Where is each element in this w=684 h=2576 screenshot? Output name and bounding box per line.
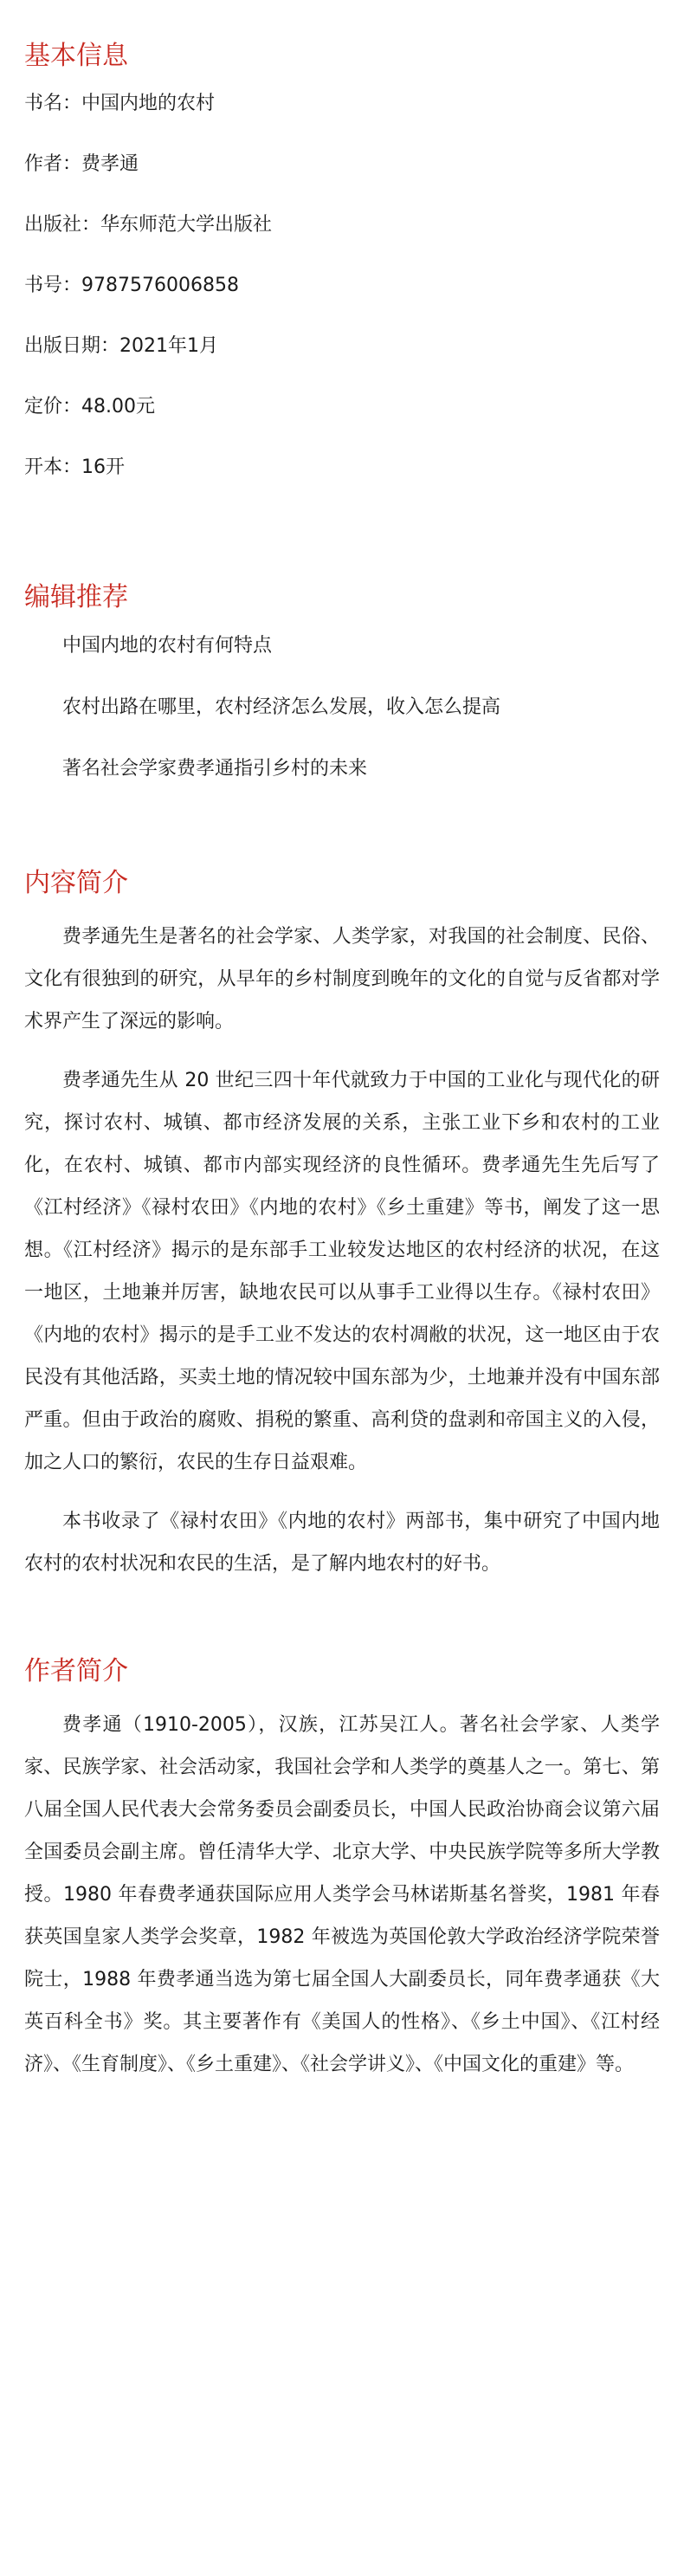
summary-paragraph: 费孝通先生是著名的社会学家、人类学家，对我国的社会制度、民俗、文化有很独到的研究，从早年的乡村制度到晚年的文化的自觉与反省都对学术界产生了深远的影响。 xyxy=(24,926,660,1032)
recommendation-item: 著名社会学家费孝通指引乡村的未来 xyxy=(62,758,368,780)
editor-recommendation-heading: 编辑推荐 xyxy=(24,582,128,612)
info-price: 定价：48.00元 xyxy=(24,396,155,417)
basic-info-heading: 基本信息 xyxy=(24,41,128,71)
content-summary-heading: 内容简介 xyxy=(24,868,128,898)
recommendation-item: 中国内地的农村有何特点 xyxy=(62,635,273,657)
info-author: 作者：费孝通 xyxy=(24,153,139,175)
info-publisher: 出版社：华东师范大学出版社 xyxy=(24,214,273,236)
info-publish-date: 出版日期：2021年1月 xyxy=(24,335,218,357)
info-book-title: 书名：中国内地的农村 xyxy=(24,93,216,114)
recommendation-item: 农村出路在哪里，农村经济怎么发展，收入怎么提高 xyxy=(62,696,501,718)
summary-paragraph: 本书收录了《禄村农田》《内地的农村》两部书，集中研究了中国内地农村的农村状况和农民的生活，是了解内地农村的好书。 xyxy=(24,1511,660,1575)
info-format: 开本：16开 xyxy=(24,456,125,478)
editor-recommendation-section xyxy=(24,580,660,783)
summary-paragraph: 费孝通先生从 20 世纪三四十年代就致力于中国的工业化与现代化的研究，探讨农村、城镇、都市经济发展的关系，主张工业下乡和农村的工业化，在农村、城镇、都市内部实现经济的良性循环。费孝通先生先后写了《江村经济》《禄村农田》《内地的农村》《乡土重建》等书，阐发了这一思想。《江村经济》揭示的是东部手工业较发达地区的农村经济的状况，在这一地区，土地兼并厉害，缺地农民可以从事手工业得以生存。《禄村农田》《内地的农村》揭示的是手工业不发达的农村凋敝的状况，这一地区由于农民没有其他活路，买卖土地的情况较中国东部为少，土地兼并没有中国东部严重。但由于政治的腐败、捐税的繁重、高利贷的盘剥和帝国主义的入侵，加之人口的繁衍，农民的生存日益艰难。 xyxy=(24,1070,660,1473)
author-paragraph: 费孝通（1910-2005），汉族，江苏吴江人。著名社会学家、人类学家、民族学家、社会活动家，我国社会学和人类学的奠基人之一。第七、第八届全国人民代表大会常务委员会副委员长，中国人民政治协商会议第六届全国委员会副主席。曾任清华大学、北京大学、中央民族学院等多所大学教授。1980 年春费孝通获国际应用人类学会马林诺斯基名誉奖，1981 年春获英国皇家人类学会奖章，1982 年被选为英国伦敦大学政治经济学院荣誉院士，1988 年费孝通当选为第七届全国人大副委员长，同年费孝通获《大英百科全书》奖。其主要著作有《美国人的性格》、《乡土中国》、《江村经济》、《生育制度》、《乡土重建》、《社会学讲义》、《中国文化的重建》等。 xyxy=(24,1714,660,2075)
info-isbn: 书号：9787576006858 xyxy=(24,275,239,296)
basic-info-section xyxy=(24,0,660,482)
author-section xyxy=(24,1654,660,2086)
author-heading: 作者简介 xyxy=(24,1656,128,1686)
content-summary-section xyxy=(24,866,660,1585)
